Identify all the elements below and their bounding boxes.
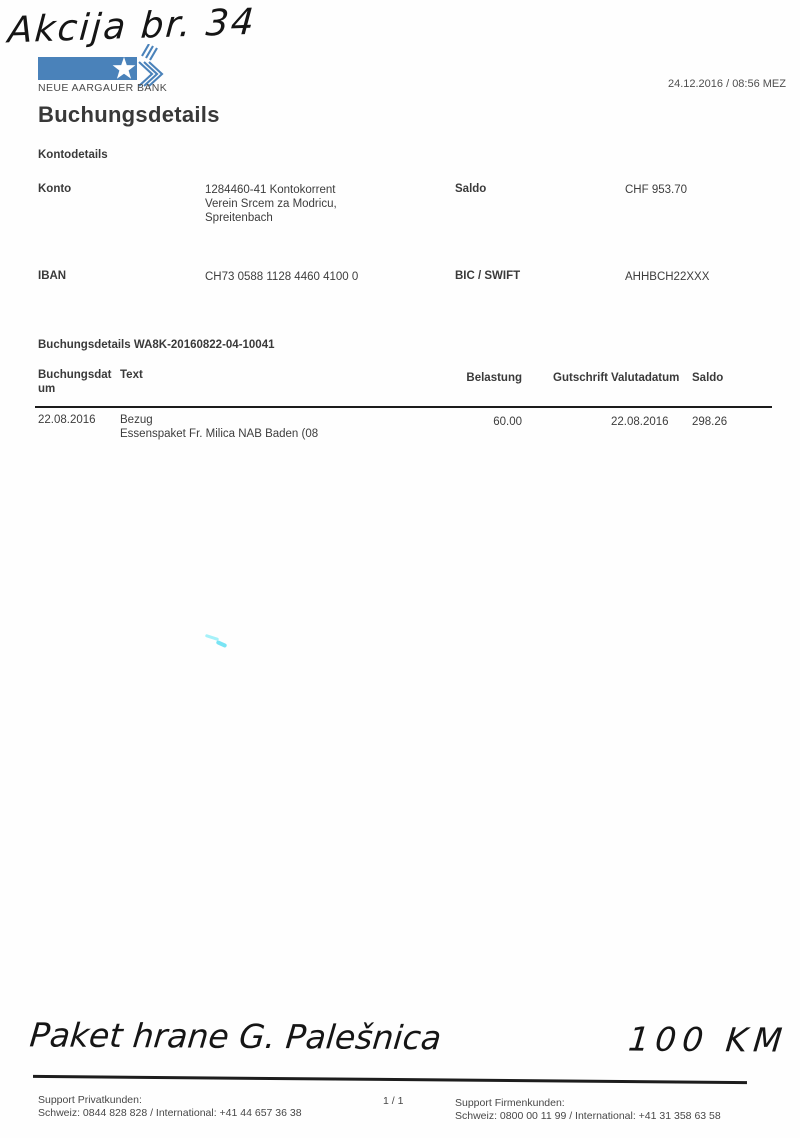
iban-label: IBAN — [38, 270, 67, 282]
col-belastung: Belastung — [466, 372, 522, 384]
row-belastung: 60.00 — [493, 416, 522, 428]
page-title: Buchungsdetails — [38, 102, 220, 127]
saldo-label: Saldo — [455, 183, 487, 195]
row-text — [120, 413, 318, 441]
konto-city: Spreitenbach — [205, 212, 273, 224]
handwritten-description: Paket hrane G. Palešnica — [28, 1015, 444, 1058]
handwritten-amount: 100 KM — [626, 1019, 790, 1060]
print-datetime: 24.12.2016 / 08:56 MEZ — [667, 78, 786, 90]
iban-value: CH73 0588 1128 4460 4100 0 — [205, 271, 359, 283]
page-indicator: 1 / 1 — [383, 1095, 404, 1107]
konto-value — [205, 183, 337, 225]
col-saldo: Saldo — [692, 372, 724, 384]
row-text-type: Bezug — [120, 414, 153, 426]
footer-support-business — [455, 1097, 721, 1123]
footer-support-private — [38, 1094, 302, 1120]
support-private-phones: Schweiz: 0844 828 828 / International: +41 44 657 36 38 — [38, 1107, 302, 1119]
col-text: Text — [120, 369, 143, 381]
col-gutschrift: Gutschrift — [553, 372, 608, 384]
row-buchungsdatum: 22.08.2016 — [38, 414, 96, 426]
row-saldo: 298.26 — [692, 416, 728, 428]
section-kontodetails: Kontodetails — [38, 149, 108, 161]
konto-number: 1284460-41 Kontokorrent — [205, 184, 336, 196]
row-text-detail: Essenspaket Fr. Milica NAB Baden (08 — [120, 428, 319, 440]
support-private-label: Support Privatkunden: — [38, 1094, 142, 1106]
support-business-label: Support Firmenkunden: — [455, 1097, 565, 1109]
scan-artifact-mark — [216, 640, 228, 648]
fir-twig-icon — [139, 44, 162, 86]
handwritten-bottom-note — [28, 1015, 790, 1059]
support-business-phones: Schweiz: 0800 00 11 99 / International: +41 31 358 63 58 — [455, 1110, 721, 1122]
section-buchungsdetails: Buchungsdetails WA8K-20160822-04-10041 — [38, 339, 275, 351]
table-header-rule — [35, 406, 772, 408]
handwritten-underline — [33, 1075, 747, 1084]
konto-label: Konto — [38, 183, 72, 195]
handwritten-top-note: Akcija br. 34 — [6, 1, 258, 52]
row-valutadatum: 22.08.2016 — [611, 416, 669, 428]
konto-holder: Verein Srcem za Modricu, — [205, 198, 337, 210]
saldo-value: CHF 953.70 — [625, 184, 688, 196]
col-valutadatum: Valutadatum — [611, 372, 680, 384]
col-buchungsdatum: Buchungsdat um — [38, 369, 112, 395]
bic-value: AHHBCH22XXX — [625, 271, 710, 283]
bic-label: BIC / SWIFT — [455, 270, 521, 282]
bank-name: NEUE AARGAUER BANK — [38, 82, 168, 94]
